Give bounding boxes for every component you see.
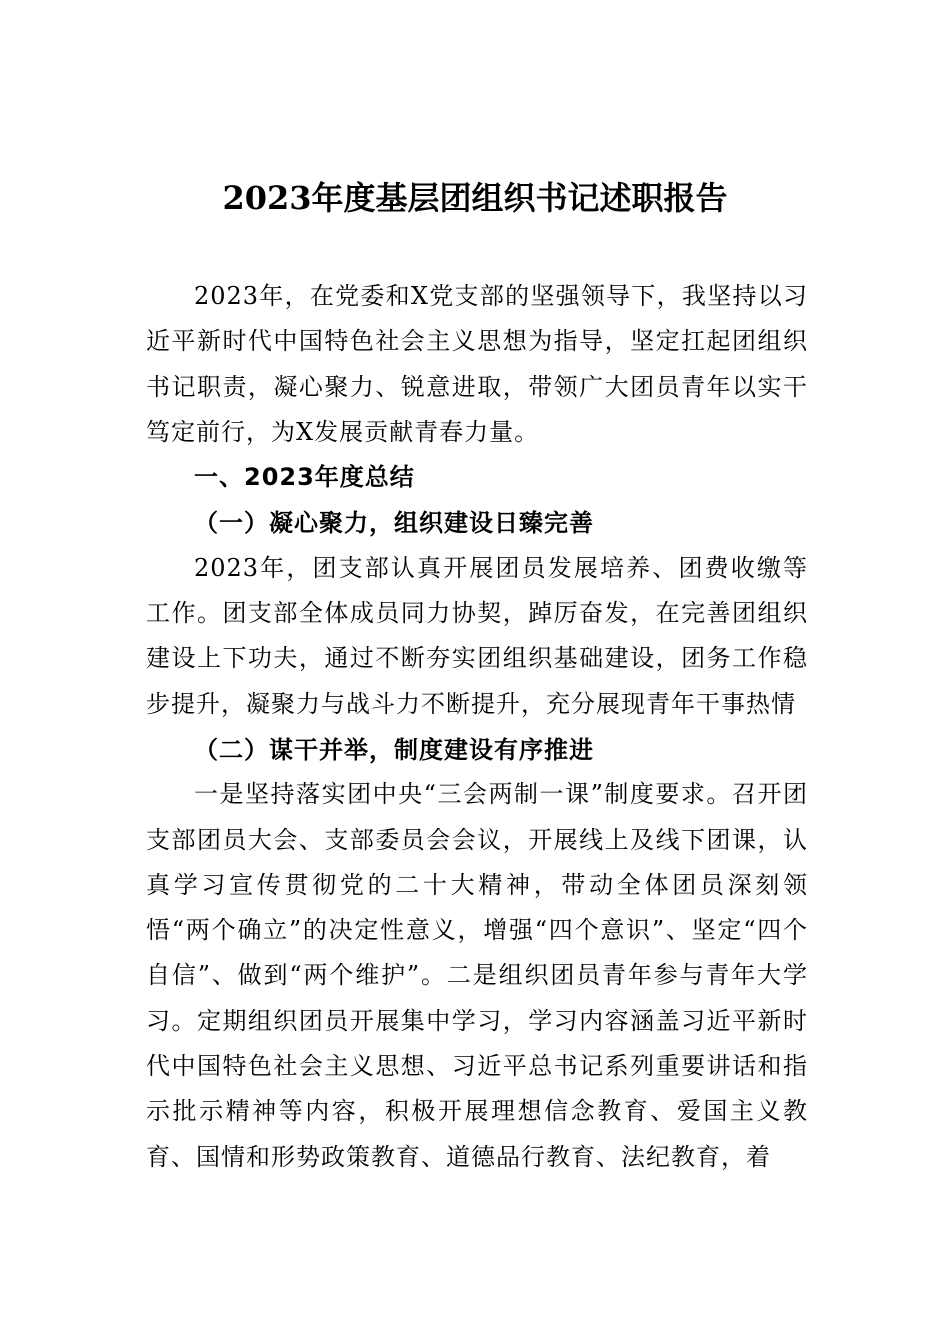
subsection-heading-system: （二）谋干并举，制度建设有序推进	[194, 734, 594, 764]
section-heading-summary: 一、2023年度总结	[194, 463, 415, 492]
document-body	[146, 274, 808, 1180]
organization-paragraph: 2023年，团支部认真开展团员发展培养、团费收缴等工作。团支部全体成员同力协契，踔厉奋发，在完善团组织建设上下功夫，通过不断夯实团组织基础建设，团务工作稳步提升，凝聚力与战斗力不断提升，充分展现青年干事热情	[146, 553, 808, 718]
document-title: 2023年度基层团组织书记述职报告	[222, 179, 728, 217]
intro-paragraph: 2023年，在党委和X党支部的坚强领导下，我坚持以习近平新时代中国特色社会主义思想为指导，坚定扛起团组织书记职责，凝心聚力、锐意进取，带领广大团员青年以实干笃定前行，为X发展贡献青春力量。	[146, 282, 808, 446]
subsection-heading-organization: （一）凝心聚力，组织建设日臻完善	[194, 508, 594, 538]
system-paragraph: 一是坚持落实团中央“三会两制一课”制度要求。召开团支部团员大会、支部委员会会议，开展线上及线下团课，认真学习宣传贯彻党的二十大精神，带动全体团员深刻领悟“两个确立”的决定性意义，增强“四个意识”、坚定“四个自信”、做到“两个维护”。二是组织团员青年参与青年大学习。定期组织团员开展集中学习，学习内容涵盖习近平新时代中国特色社会主义思想、习近平总书记系列重要讲话和指示批示精神等内容，积极开展理想信念教育、爱国主义教育、国情和形势政策教育、道德品行教育、法纪教育，着	[146, 780, 808, 1171]
